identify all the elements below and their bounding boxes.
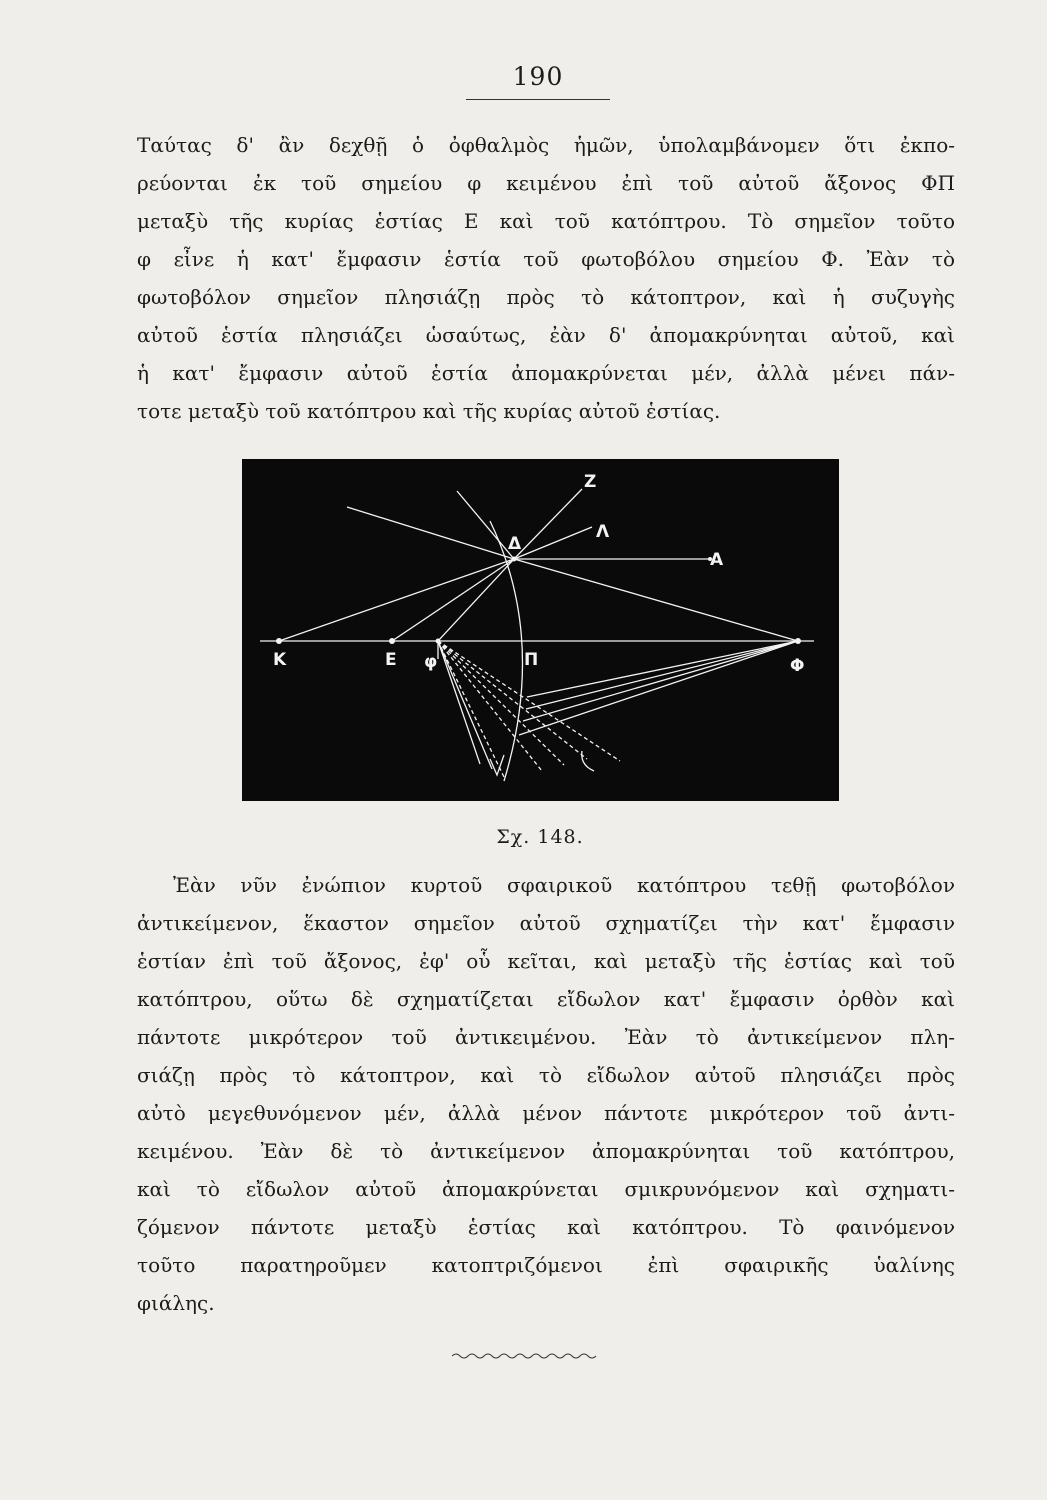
ray-to-lambda <box>514 527 592 559</box>
convex-mirror-diagram <box>242 459 839 801</box>
label-z: Ζ <box>584 472 597 492</box>
label-phi: Φ <box>790 656 805 676</box>
page-number-rule <box>466 99 610 100</box>
text-line: φωτοβόλον σημεῖον πλησιάζῃ πρὸς τὸ κάτοπτρον, καὶ ἡ συζυγὴς <box>137 285 955 309</box>
text-line: αὐτοῦ ἑστία πλησιάζει ὡσαύτως, ἐὰν δ' ἀπομακρύνηται αὐτοῦ, καὶ <box>137 323 955 347</box>
ray-from-k <box>279 559 514 641</box>
text-line: τοῦτο παρατηροῦμεν κατοπτριζόμενοι ἐπὶ σφαιρικῆς ὑαλίνης <box>137 1253 955 1277</box>
figure-caption: Σχ. 148. <box>496 826 584 848</box>
reflected-ray <box>438 641 564 765</box>
point-e <box>389 638 395 644</box>
paragraph-1 <box>137 126 955 430</box>
image-mark <box>582 751 594 771</box>
text-line: τοτε μεταξὺ τοῦ κατόπτρου καὶ τῆς κυρίας αὐτοῦ ἑστίας. <box>137 399 721 423</box>
text-line: κατόπτρου, οὕτω δὲ σχηματίζεται εἴδωλον κατ' ἔμφασιν ὀρθὸν καὶ <box>137 987 955 1011</box>
reflected-ray <box>438 641 504 777</box>
point-phi <box>795 638 801 644</box>
label-pi: Π <box>524 650 539 670</box>
text-line: ἀντικείμενον, ἕκαστον σημεῖον αὐτοῦ σχηματίζει τὴν κατ' ἔμφασιν <box>137 911 955 935</box>
paragraph-2 <box>137 866 955 1322</box>
ray-from-e <box>392 559 514 641</box>
text-line: ἡ κατ' ἔμφασιν αὐτοῦ ἑστία ἀπομακρύνεται μέν, ἀλλὰ μένει πάν- <box>137 361 955 385</box>
label-e: Ε <box>385 650 397 670</box>
text-line: κειμένου. Ἐὰν δὲ τὸ ἀντικείμενον ἀπομακρύνηται τοῦ κατόπτρου, <box>137 1139 955 1163</box>
end-ornament <box>452 1352 597 1360</box>
text-line: ζόμενον πάντοτε μεταξὺ ἑστίας καὶ κατόπτρου. Τὸ φαινόμενον <box>137 1215 955 1239</box>
ray-to-z <box>514 489 582 559</box>
text-line: ἑστίαν ἐπὶ τοῦ ἄξονος, ἐφ' οὗ κεῖται, καὶ μεταξὺ τῆς ἑστίας καὶ τοῦ <box>137 949 955 973</box>
fan-ray <box>527 641 798 697</box>
label-phi-small: φ <box>424 652 438 672</box>
point-delta <box>512 557 517 562</box>
fan-ray <box>526 641 798 709</box>
fan-ray <box>523 641 798 721</box>
solid-ray <box>438 641 492 769</box>
text-line: Ταύτας δ' ἂν δεχθῇ ὁ ὀφθαλμὸς ἡμῶν, ὑπολαμβάνομεν ὅτι ἐκπο- <box>137 133 955 157</box>
text-line: αὐτὸ μεγεθυνόμενον μέν, ἀλλὰ μένον πάντοτε μικρότερον τοῦ ἀντι- <box>137 1101 955 1125</box>
incident-ray <box>514 559 798 641</box>
label-delta: Δ <box>508 534 522 554</box>
text-line: ρεύονται ἐκ τοῦ σημείου φ κειμένου ἐπὶ τοῦ αὐτοῦ ἄξονος ΦΠ <box>137 171 955 195</box>
label-k: Κ <box>273 650 287 670</box>
text-line: φιάλης. <box>137 1291 215 1315</box>
text-line: Ἐὰν νῦν ἐνώπιον κυρτοῦ σφαιρικοῦ κατόπτρου τεθῇ φωτοβόλον <box>173 873 955 897</box>
back-ray-upper-left <box>347 507 514 559</box>
solid-ray <box>438 641 480 764</box>
image-mark <box>490 755 504 775</box>
page-number: 190 <box>512 62 564 91</box>
text-line: καὶ τὸ εἴδωλον αὐτοῦ ἀπομακρύνεται σμικρυνόμενον καὶ σχηματι- <box>137 1177 955 1201</box>
back-ray-top <box>457 491 514 559</box>
point-phi-small <box>436 639 441 644</box>
ray-from-phi-small <box>438 559 514 641</box>
text-line: φ εἶνε ἡ κατ' ἔμφασιν ἑστία τοῦ φωτοβόλου σημείου Φ. Ἐὰν τὸ <box>137 247 955 271</box>
point-k <box>276 638 282 644</box>
text-line: σιάζῃ πρὸς τὸ κάτοπτρον, καὶ τὸ εἴδωλον αὐτοῦ πλησιάζει πρὸς <box>137 1063 955 1087</box>
label-lambda: Λ <box>596 522 610 542</box>
fan-ray <box>519 641 798 735</box>
text-line: πάντοτε μικρότερον τοῦ ἀντικειμένου. Ἐὰν τὸ ἀντικείμενον πλη- <box>137 1025 955 1049</box>
text-line: μεταξὺ τῆς κυρίας ἑστίας Ε καὶ τοῦ κατόπτρου. Τὸ σημεῖον τοῦτο <box>137 209 955 233</box>
label-a: Α <box>710 550 724 570</box>
figure-148 <box>242 459 839 801</box>
